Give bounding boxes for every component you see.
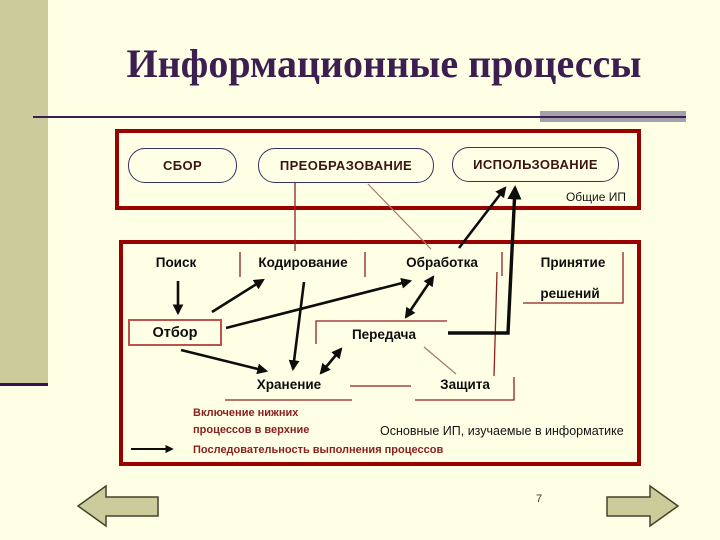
top-box-caption: Общие ИП xyxy=(565,190,626,204)
legend-inclusion-line1: Включение нижних xyxy=(193,407,299,419)
node-poisk: Поиск xyxy=(155,255,197,270)
nav-next-arrow-icon[interactable] xyxy=(607,486,678,526)
nav-previous-arrow-icon[interactable] xyxy=(78,486,158,526)
node-peredacha: Передача xyxy=(351,327,417,342)
node-kodirovanie: Кодирование xyxy=(258,255,348,270)
node-ispolzovanie: ИСПОЛЬЗОВАНИЕ xyxy=(452,147,619,182)
node-zashchita: Защита xyxy=(440,377,490,392)
node-prinyatie-line1: Принятие xyxy=(540,255,606,270)
node-sbor: СБОР xyxy=(128,148,237,183)
node-obrabotka: Обработка xyxy=(406,255,478,270)
page-title: Информационные процессы xyxy=(126,41,642,86)
node-otbor: Отбор xyxy=(128,319,222,346)
legend-inclusion-line2: процессов в верхние xyxy=(193,424,310,436)
bottom-box-caption: Основные ИП, изучаемые в информатике xyxy=(380,424,624,438)
node-prinyatie-line2: решений xyxy=(540,286,600,301)
sidebar-accent-column xyxy=(0,0,48,386)
title-underline xyxy=(33,116,686,118)
legend-sequence: Последовательность выполнения процессов xyxy=(193,444,444,456)
page-number: 7 xyxy=(536,493,543,505)
node-hranenie: Хранение xyxy=(256,377,322,392)
node-preobrazovanie: ПРЕОБРАЗОВАНИЕ xyxy=(258,148,434,183)
